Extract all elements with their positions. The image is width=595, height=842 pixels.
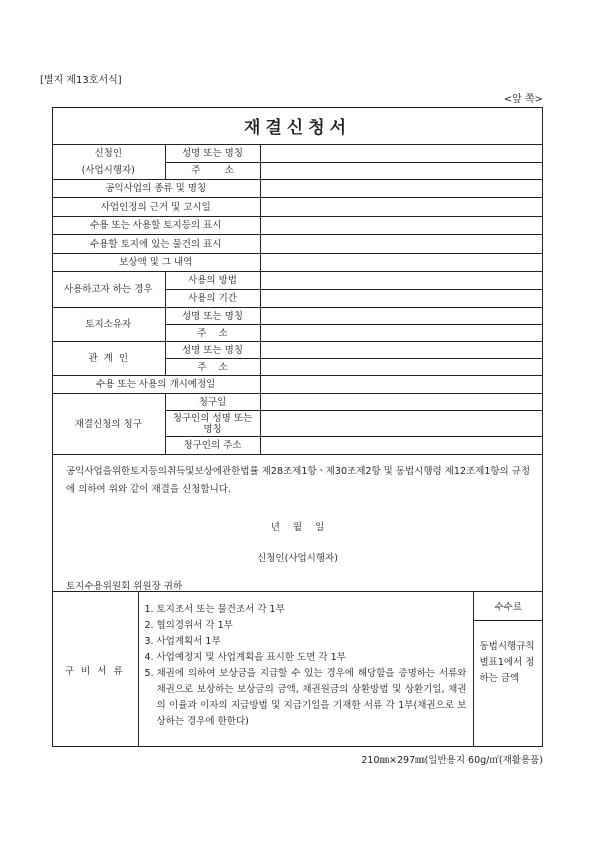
owner-name-field[interactable]	[260, 308, 543, 325]
document-item-2: 2. 협의경위서 각 1부	[144, 620, 233, 631]
compensation-field[interactable]	[260, 254, 543, 272]
start-date-label: 수용 또는 사용의 개시예정일	[52, 376, 260, 394]
form-title: 재결신청서	[52, 107, 543, 145]
applicant-signature-line: 신청인(사업시행자)	[257, 553, 338, 564]
request-date-field[interactable]	[260, 394, 543, 411]
interested-label: 관 계 인	[52, 342, 165, 376]
compensation-label: 보상액 및 그 내역	[52, 254, 260, 272]
documents-list	[138, 592, 473, 748]
request-label: 재결신청의 청구	[52, 394, 165, 455]
use-method-label: 사용의 방법	[165, 272, 260, 290]
applicant-address-field[interactable]	[260, 162, 543, 179]
applicant-label: 신청인 (사업시행자)	[52, 145, 165, 180]
requester-name-field[interactable]	[260, 411, 543, 437]
fee-description: 동법시행규칙 별표1에서 정하는 금액	[473, 621, 543, 748]
document-item-1: 1. 토지조서 또는 물건조서 각 1부	[144, 604, 285, 615]
request-date-label: 청구일	[165, 394, 260, 411]
applicant-address-label: 주 소	[165, 162, 260, 179]
document-item-4: 4. 사업예정지 및 사업계획을 표시한 도면 각 1부	[144, 652, 346, 663]
project-field[interactable]	[260, 180, 543, 198]
documents-label: 구 비 서 류	[52, 592, 138, 748]
interested-name-label: 성명 또는 명칭	[165, 342, 260, 359]
owner-address-field[interactable]	[260, 325, 543, 342]
owner-name-label: 성명 또는 명칭	[165, 308, 260, 325]
interested-address-label: 주 소	[165, 359, 260, 376]
use-case-label: 사용하고자 하는 경우	[52, 272, 165, 308]
objects-label: 수용할 토지에 있는 물건의 표시	[52, 235, 260, 254]
use-period-label: 사용의 기간	[165, 290, 260, 308]
application-table	[52, 145, 543, 455]
paper-spec-footer: 210㎜×297㎜(일반용지 60g/㎡(재활용품)	[361, 755, 543, 766]
use-period-field[interactable]	[260, 290, 543, 308]
page-side-label: <앞 쪽>	[503, 94, 543, 105]
owner-label: 토지소유자	[52, 308, 165, 342]
interested-address-field[interactable]	[260, 359, 543, 376]
land-field[interactable]	[260, 217, 543, 235]
requester-address-field[interactable]	[260, 437, 543, 455]
addressee: 토지수용위원회 위원장 귀하	[66, 581, 183, 592]
land-label: 수용 또는 사용할 토지등의 표시	[52, 217, 260, 235]
applicant-name-label: 성명 또는 명칭	[165, 145, 260, 162]
approval-field[interactable]	[260, 198, 543, 217]
start-date-field[interactable]	[260, 376, 543, 394]
document-item-3: 3. 사업계획서 1부	[144, 636, 221, 647]
application-statement: 공익사업을위한토지등의취득및보상에관한법률 제28조제1항ㆍ제30조제2항 및 동법시행령 제12조제1항의 규정에 의하여 위와 같이 재결을 신청합니다.	[66, 466, 531, 495]
interested-name-field[interactable]	[260, 342, 543, 359]
fee-label: 수수료	[473, 592, 543, 621]
objects-field[interactable]	[260, 235, 543, 254]
requester-name-label: 청구인의 성명 또는 명칭	[165, 411, 260, 437]
project-label: 공익사업의 종류 및 명칭	[52, 180, 260, 198]
documents-table	[52, 591, 543, 747]
requester-address-label: 청구인의 주소	[165, 437, 260, 455]
form-number: [별지 제13호서식]	[40, 75, 122, 86]
applicant-name-field[interactable]	[260, 145, 543, 162]
owner-address-label: 주 소	[165, 325, 260, 342]
approval-label: 사업인정의 근거 및 고시일	[52, 198, 260, 217]
use-method-field[interactable]	[260, 272, 543, 290]
document-item-5: 5. 채권에 의하여 보상금을 지급할 수 있는 경우에 해당함을 증명하는 서류와 채권으로 보상하는 보상금의 금액, 채권원금의 상환방법 및 상환기일, 채권의 이율과 이자의 지급방법 및 지급기일을 기재한 서류 각 1부(채권으로 보상하는 경우에 한한다)	[144, 668, 467, 727]
date-line: 년 월 일	[270, 522, 325, 533]
